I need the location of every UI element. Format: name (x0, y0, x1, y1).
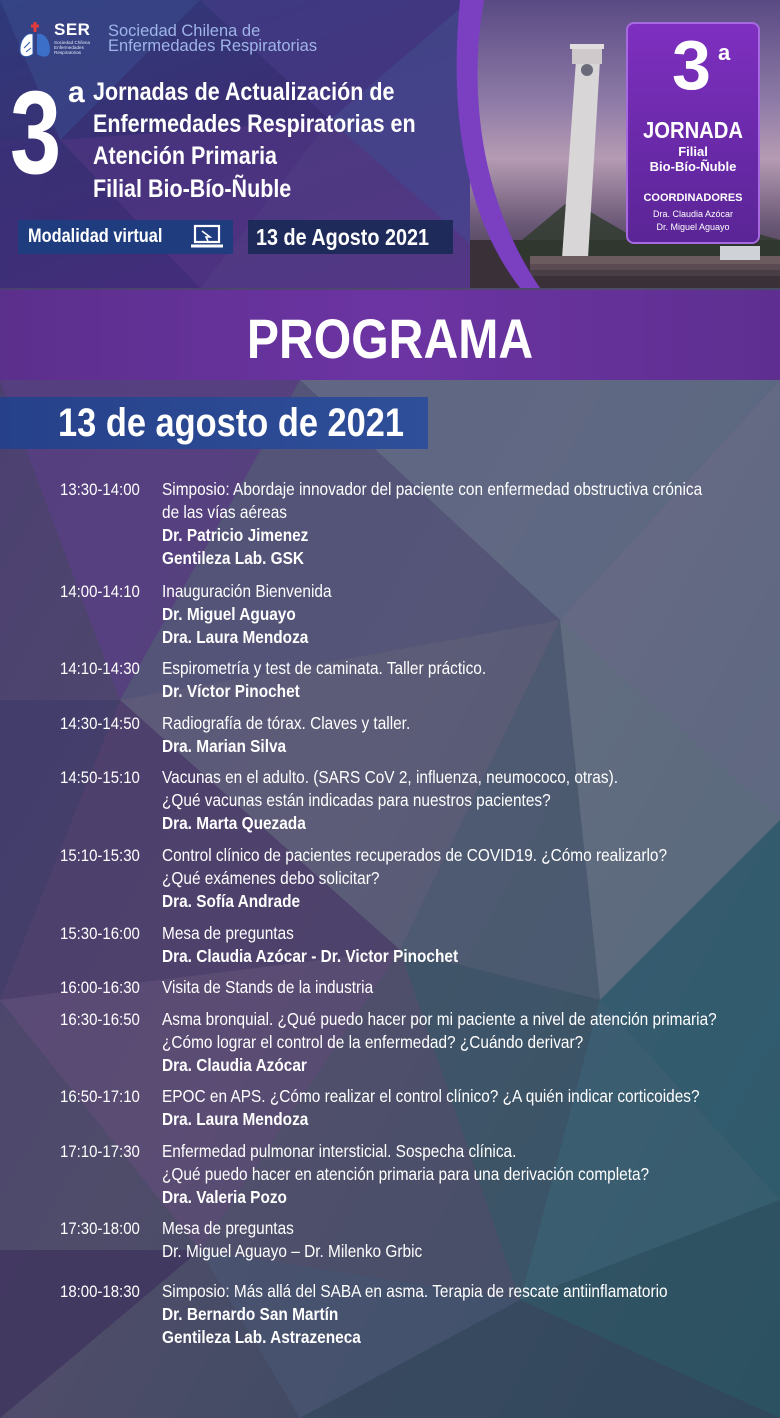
jornada-badge (626, 22, 760, 244)
ser-logo (18, 16, 318, 62)
title-line: Filial Bio-Bío-Ñuble (93, 174, 292, 203)
logo-subtext: Sociedad Chilena Enfermedades Respiratorias (54, 40, 91, 56)
program-item-topic: ¿Cómo lograr el control de la enfermedad? ¿Cuándo derivar? (162, 1032, 584, 1052)
edition-number: 3 (10, 67, 62, 199)
event-date: 13 de Agosto 2021 (256, 224, 429, 250)
program-item-content (162, 1085, 780, 1131)
program-item-time: 15:30-16:00 (60, 924, 140, 943)
program-item-time: 16:50-17:10 (60, 1087, 140, 1106)
program-item-time: 14:30-14:50 (60, 714, 140, 733)
program-item-time: 15:10-15:30 (60, 846, 140, 865)
program-item-topic: ¿Qué puedo hacer en atención primaria para una derivación completa? (162, 1164, 650, 1184)
program-item-time: 17:10-17:30 (60, 1142, 140, 1161)
badge-filial-line1: Filial (678, 144, 708, 159)
event-date-box (248, 220, 453, 254)
program-item-speaker: Dra. Marta Quezada (162, 813, 306, 833)
day-heading-box (0, 397, 428, 449)
program-item-speaker: Dr. Miguel Aguayo (162, 604, 296, 624)
modality-box (18, 220, 233, 254)
program-item-topic: Inauguración Bienvenida (162, 581, 332, 601)
program-item-time: 17:30-18:00 (60, 1219, 140, 1238)
program-item-time: 14:50-15:10 (60, 768, 140, 787)
program-item-content (162, 478, 780, 570)
program-item-topic: Radiografía de tórax. Claves y taller. (162, 713, 411, 733)
program-item-speaker: Dra. Claudia Azócar - Dr. Victor Pinochet (162, 946, 459, 966)
modality-label: Modalidad virtual (28, 226, 163, 247)
laptop-icon (190, 224, 224, 250)
program-item-topic: Visita de Stands de la industria (162, 977, 374, 997)
programa-title: PROGRAMA (246, 307, 534, 370)
program-item-time: 13:30-14:00 (60, 480, 140, 499)
edition-suffix: a (68, 76, 85, 109)
program-item-topic: Asma bronquial. ¿Qué puedo hacer por mi paciente a nivel de atención primaria? (162, 1009, 717, 1029)
badge-coordinators-label: COORDINADORES (643, 192, 743, 204)
program-item-topic: Vacunas en el adulto. (SARS CoV 2, influenza, neumococo, otras). (162, 767, 618, 787)
program-item-time: 14:10-14:30 (60, 659, 140, 678)
program-item-topic: de las vías aéreas (162, 502, 287, 522)
program-item-speaker: Dr. Patricio Jimenez (162, 525, 309, 545)
logo-society-name (108, 24, 317, 54)
program-item-content (162, 1217, 780, 1263)
program-item-content (162, 976, 780, 999)
badge-coordinator: Dra. Claudia Azócar (652, 209, 734, 219)
program-item-topic: Simposio: Abordaje innovador del paciente con enfermedad obstructiva crónica (162, 479, 703, 499)
title-line: Jornadas de Actualización de (93, 78, 395, 106)
program-item-speaker: Dr. Bernardo San Martín (162, 1304, 339, 1324)
program-item-topic: ¿Qué exámenes debo solicitar? (162, 868, 380, 888)
program-item-content (162, 657, 780, 703)
program-item-speaker: Dra. Claudia Azócar (162, 1055, 307, 1075)
program-item-time: 16:00-16:30 (60, 978, 140, 997)
program-item-topic: Espirometría y test de caminata. Taller práctico. (162, 658, 487, 678)
program-item-content (162, 922, 780, 968)
badge-coordinator: Dr. Miguel Aguayo (656, 222, 730, 232)
program-item-speaker: Dra. Laura Mendoza (162, 1109, 309, 1129)
program-item-time: 16:30-16:50 (60, 1010, 140, 1029)
badge-coordinators (628, 208, 758, 234)
program-item-content (162, 1280, 780, 1349)
badge-filial-line2: Bio-Bío-Ñuble (649, 159, 737, 174)
program-item-topic: Control clínico de pacientes recuperados de COVID19. ¿Cómo realizarlo? (162, 845, 668, 865)
program-item-topic: Mesa de preguntas (162, 1218, 294, 1238)
program-item-content (162, 580, 780, 649)
logo-name-line2: Enfermedades Respiratorias (108, 37, 318, 55)
program-item-speaker: Dr. Víctor Pinochet (162, 681, 300, 701)
program-item-speaker: Dra. Sofía Andrade (162, 891, 301, 911)
program-item-speaker: Dra. Valeria Pozo (162, 1187, 287, 1207)
event-title (93, 76, 473, 205)
program-item-content (162, 766, 780, 835)
program-item-topic: ¿Qué vacunas están indicadas para nuestros pacientes? (162, 790, 551, 810)
badge-suffix: a (718, 40, 731, 65)
program-item-time: 14:00-14:10 (60, 582, 140, 601)
program-item-topic: Dr. Miguel Aguayo – Dr. Milenko Grbic (162, 1241, 423, 1261)
program-item-speaker: Dra. Marian Silva (162, 736, 287, 756)
logo-name-line1: Sociedad Chilena de (108, 22, 261, 40)
lungs-logo-icon (18, 18, 52, 60)
program-item-time: 18:00-18:30 (60, 1282, 140, 1301)
program-item-content (162, 712, 780, 758)
day-heading: 13 de agosto de 2021 (58, 401, 405, 445)
title-line: Atención Primaria (93, 142, 277, 171)
program-item-speaker: Dra. Laura Mendoza (162, 627, 309, 647)
header-banner (0, 0, 780, 288)
program-item-content (162, 844, 780, 913)
program-item-speaker: Gentileza Lab. Astrazeneca (162, 1327, 361, 1347)
program-item-topic: Mesa de preguntas (162, 923, 294, 943)
program-item-content (162, 1008, 780, 1077)
badge-number: 3 (672, 26, 711, 104)
title-line: Enfermedades Respiratorias en (93, 110, 416, 139)
program-item-speaker: Gentileza Lab. GSK (162, 548, 305, 568)
badge-jornada: JORNADA (642, 117, 744, 143)
program-item-topic: EPOC en APS. ¿Cómo realizar el control clínico? ¿A quién indicar corticoides? (162, 1086, 700, 1106)
program-item-topic: Enfermedad pulmonar intersticial. Sospecha clínica. (162, 1141, 517, 1161)
program-item-topic: Simposio: Más allá del SABA en asma. Terapia de rescate antiinflamatorio (162, 1281, 668, 1301)
badge-filial (628, 144, 758, 174)
program-item-content (162, 1140, 780, 1209)
programa-bar (0, 290, 780, 380)
logo-ser-text: SER (54, 20, 91, 39)
